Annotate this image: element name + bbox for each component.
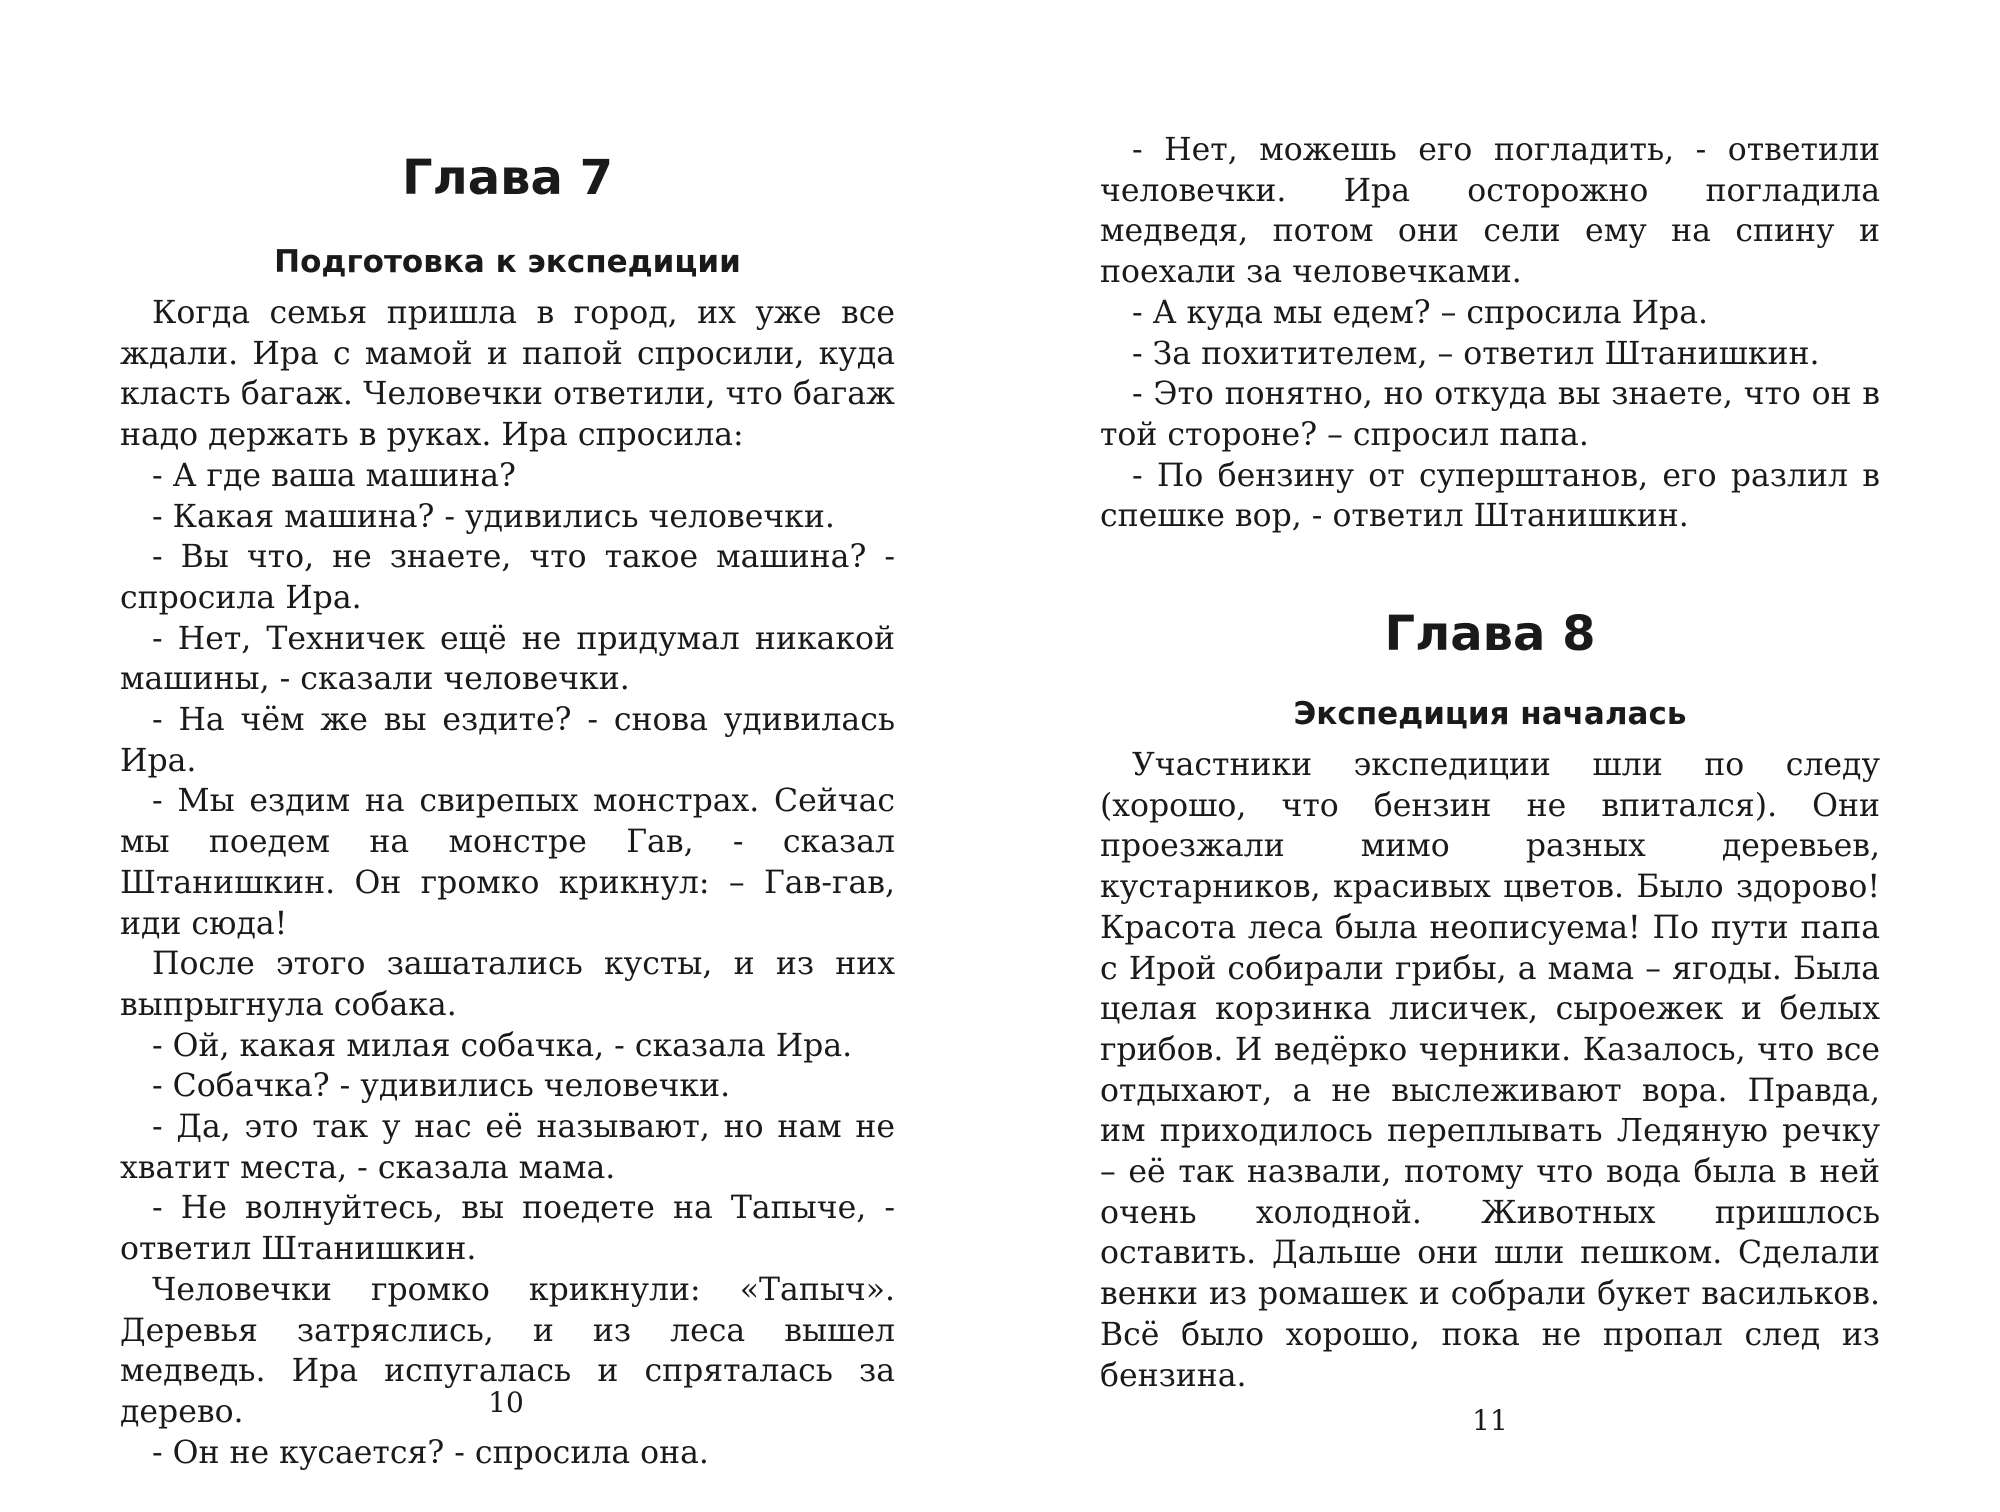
paragraph: - А где ваша машина? [152, 457, 516, 494]
chapter-title: Глава 8 [1384, 606, 1596, 662]
paragraph: - По бензину от суперштанов, его разлил в спешке вор, - ответил Штанишкин. [1100, 457, 1880, 535]
paragraph: - Собачка? - удивились человечки. [152, 1068, 731, 1105]
paragraph: Участники экспедиции шли по следу (хорошо, что бензин не впитался). Они проезжали мимо разных деревьев, кустарников, красивых цветов. Было здорово! Красота леса была неописуема! По пути папа с Ирой собирали грибы, а мама – ягоды. Была целая корзинка лисичек, сыроежек и белых грибов. И ведёрко черники. Казалось, что все отдыхают, а не выслеживают вора. Правда, им приходилось переплывать Ледяную речку – её так назвали, потому что вода была в ней очень холодной. Животных пришлось оставить. Дальше они шли пешком. Сделали венки из ромашек и собрали букет васильков. Всё было хорошо, пока не пропал след из бензина. [1100, 747, 1880, 1394]
paragraph: - Он не кусается? - спросила она. [152, 1434, 709, 1471]
paragraph: - А куда мы едем? – спросила Ира. [1132, 294, 1708, 331]
section-title: Экспедиция началась [1293, 696, 1687, 732]
paragraph: - Вы что, не знаете, что такое машина? - спросила Ира. [120, 539, 895, 616]
paragraph: - Не волнуйтесь, вы поедете на Тапыче, - ответил Штанишкин. [120, 1190, 895, 1268]
body-text [1100, 745, 1880, 1396]
paragraph: После этого зашатались кусты, и из них выпрыгнула собака. [120, 946, 895, 1023]
paragraph: - Нет, можешь его погладить, - ответили человечки. Ира осторожно погладила медведя, потом они сели ему на спину и поехали за человечками. [1100, 132, 1880, 291]
paragraph: Когда семья пришла в город, их уже все ждали. Ира с мамой и папой спросили, куда класть багаж. Человечки ответили, что багаж надо держать в руках. Ира спросила: [120, 295, 895, 454]
page-number: 10 [488, 1386, 524, 1419]
section-title: Подготовка к экспедиции [274, 244, 741, 280]
paragraph: - На чём же вы ездите? - снова удивилась Ира. [120, 702, 895, 779]
paragraph: - Нет, Техничек ещё не придумал никакой машины, - сказали человечки. [120, 620, 895, 698]
chapter-title: Глава 7 [401, 150, 613, 206]
paragraph: - Какая машина? - удивились человечки. [152, 498, 835, 535]
body-text [120, 293, 895, 1473]
paragraph: - Ой, какая милая собачка, - сказала Ира. [152, 1027, 853, 1064]
paragraph: - За похитителем, – ответил Штанишкин. [1132, 335, 1820, 372]
paragraph: Человечки громко крикнули: «Тапыч». Деревья затряслись, и из леса вышел медведь. Ира испугалась и спряталась за дерево. [120, 1271, 895, 1430]
page-number: 11 [1472, 1404, 1508, 1437]
paragraph: - Это понятно, но откуда вы знаете, что он в той стороне? – спросил папа. [1100, 376, 1880, 453]
body-text-continued [1100, 130, 1880, 537]
paragraph: - Мы ездим на свирепых монстрах. Сейчас мы поедем на монстре Гав, - сказал Штанишкин. Он громко крикнул: – Гав-гав, иди сюда! [120, 783, 895, 942]
paragraph: - Да, это так у нас её называют, но нам не хватит места, - сказала мама. [120, 1109, 895, 1186]
